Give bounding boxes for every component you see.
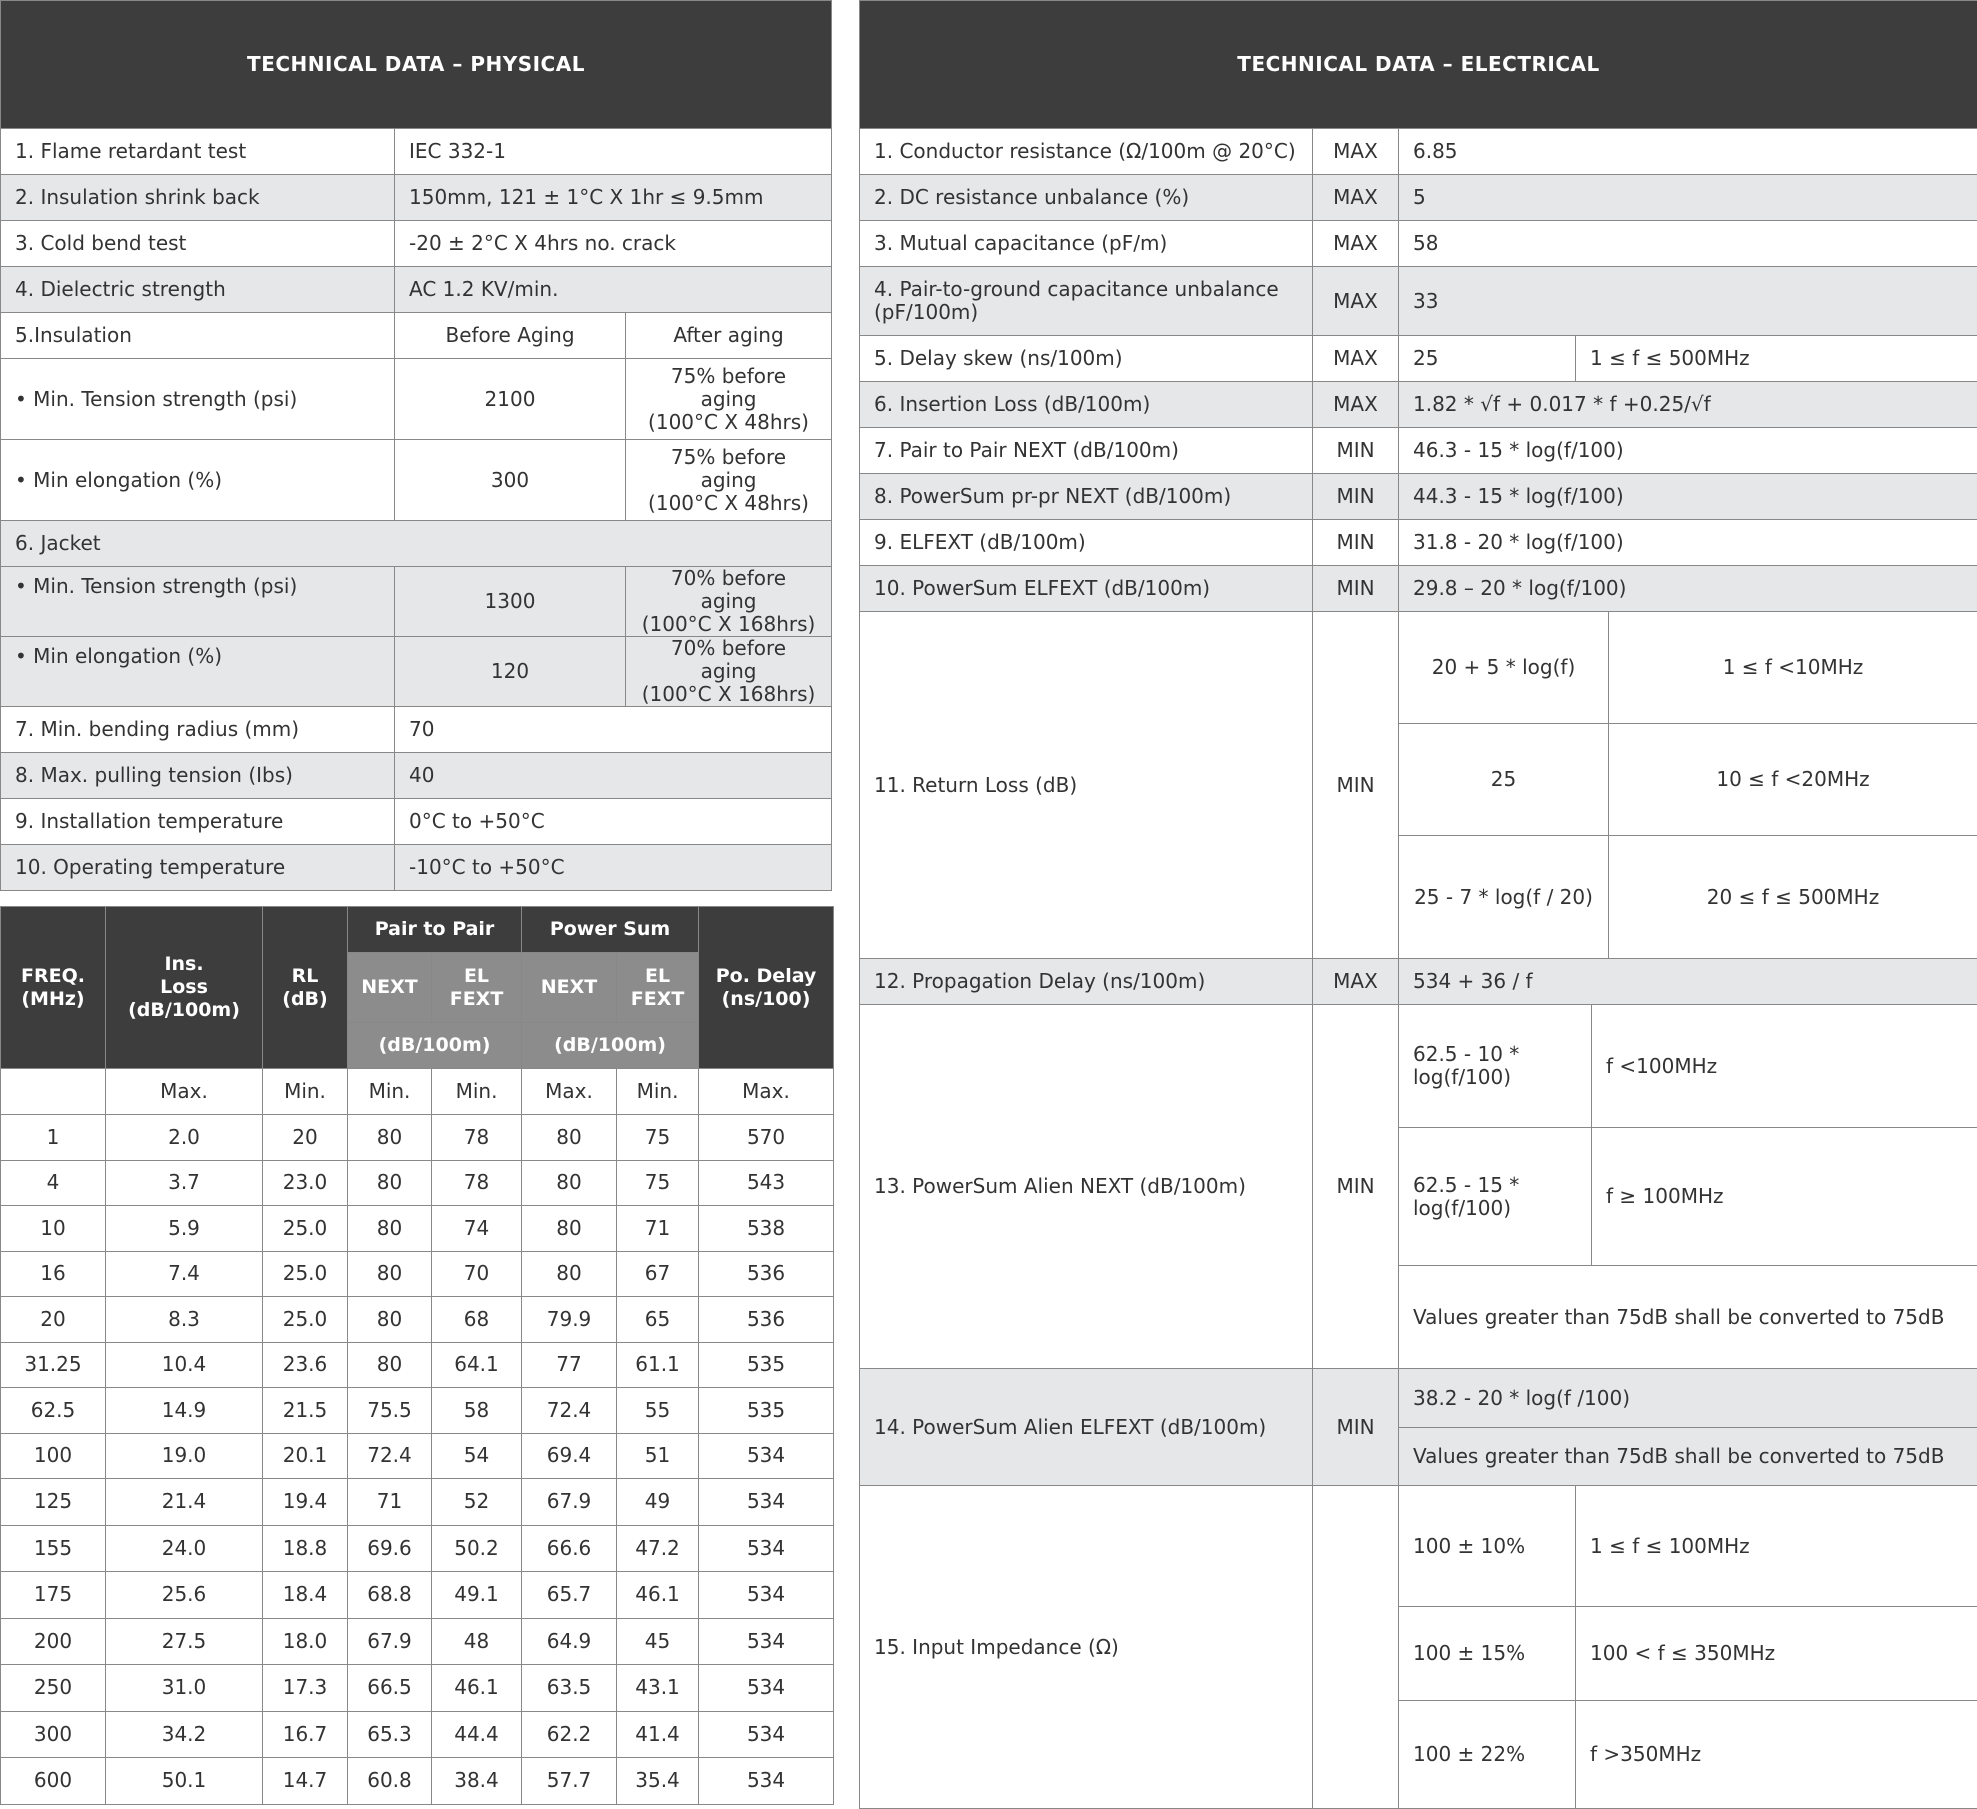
freq-cell: 80 bbox=[522, 1115, 617, 1161]
freq-cell: 68.8 bbox=[348, 1572, 432, 1619]
freq-cell: 534 bbox=[699, 1572, 834, 1619]
freq-cell: 250 bbox=[1, 1665, 106, 1712]
rl-header bbox=[263, 907, 348, 1069]
freq-cell: 69.4 bbox=[522, 1433, 617, 1479]
freq-cell: 68 bbox=[432, 1297, 522, 1343]
insulation-label: 5.Insulation bbox=[1, 313, 395, 359]
rl-header-line: (dB) bbox=[282, 988, 327, 1010]
freq-cell: 67.9 bbox=[348, 1618, 432, 1665]
impedance-value: 100 ± 10% bbox=[1399, 1486, 1576, 1607]
limit-type: MAX bbox=[1313, 382, 1399, 428]
freq-cell: 78 bbox=[432, 1115, 522, 1161]
physical-label: 4. Dielectric strength bbox=[1, 267, 395, 313]
table-row bbox=[1, 1758, 834, 1805]
freq-cell: Min. bbox=[263, 1069, 348, 1115]
freq-cell: 64.9 bbox=[522, 1618, 617, 1665]
electrical-value: 5 bbox=[1399, 175, 1977, 221]
freq-cell: 23.0 bbox=[263, 1160, 348, 1206]
freq-cell: 17.3 bbox=[263, 1665, 348, 1712]
physical-value: 150mm, 121 ± 1°C X 1hr ≤ 9.5mm bbox=[395, 175, 832, 221]
physical-value: 70 bbox=[395, 707, 832, 753]
freq-cell: 534 bbox=[699, 1711, 834, 1758]
freq-cell: 80 bbox=[348, 1342, 432, 1388]
frequency-range: 20 ≤ f ≤ 500MHz bbox=[1609, 836, 1977, 959]
rl-header-line: RL bbox=[292, 965, 319, 987]
freq-cell: 16 bbox=[1, 1251, 106, 1297]
physical-label: 8. Max. pulling tension (Ibs) bbox=[1, 753, 395, 799]
freq-cell: Max. bbox=[522, 1069, 617, 1115]
freq-cell: 34.2 bbox=[106, 1711, 263, 1758]
freq-cell: 536 bbox=[699, 1297, 834, 1343]
table-row bbox=[1, 1665, 834, 1712]
frequency-range: 1 ≤ f <10MHz bbox=[1609, 612, 1977, 724]
freq-cell: 535 bbox=[699, 1388, 834, 1434]
elfext-line: FEXT bbox=[450, 988, 504, 1010]
freq-cell: 18.4 bbox=[263, 1572, 348, 1619]
ins-header-line: Loss bbox=[160, 976, 208, 998]
limit-type: MAX bbox=[1313, 267, 1399, 336]
freq-cell: 534 bbox=[699, 1525, 834, 1572]
electrical-label: 13. PowerSum Alien NEXT (dB/100m) bbox=[860, 1005, 1313, 1369]
physical-label: 1. Flame retardant test bbox=[1, 129, 395, 175]
after-line: (100°C X 168hrs) bbox=[642, 612, 816, 636]
freq-cell: 75 bbox=[617, 1115, 699, 1161]
freq-cell: 46.1 bbox=[617, 1572, 699, 1619]
table-row bbox=[1, 1115, 834, 1161]
limit-type: MAX bbox=[1313, 175, 1399, 221]
freq-cell: 47.2 bbox=[617, 1525, 699, 1572]
electrical-value: 31.8 - 20 * log(f/100) bbox=[1399, 520, 1977, 566]
label-line: (pF/100m) bbox=[874, 300, 978, 324]
insulation-row-label: • Min. Tension strength (psi) bbox=[1, 359, 395, 440]
freq-cell: 66.5 bbox=[348, 1665, 432, 1712]
limit-type: MIN bbox=[1313, 428, 1399, 474]
table-row bbox=[1, 1251, 834, 1297]
conversion-note: Values greater than 75dB shall be converted to 75dB bbox=[1399, 1428, 1977, 1486]
electrical-label bbox=[860, 267, 1313, 336]
after-line: (100°C X 48hrs) bbox=[648, 491, 809, 515]
freq-cell: 535 bbox=[699, 1342, 834, 1388]
electrical-value: 58 bbox=[1399, 221, 1977, 267]
table-row bbox=[1, 1206, 834, 1252]
freq-cell: 51 bbox=[617, 1433, 699, 1479]
freq-cell: 20 bbox=[263, 1115, 348, 1161]
freq-cell: 534 bbox=[699, 1758, 834, 1805]
electrical-label: 8. PowerSum pr-pr NEXT (dB/100m) bbox=[860, 474, 1313, 520]
electrical-value: 1.82 * √f + 0.017 * f +0.25/√f bbox=[1399, 382, 1977, 428]
after-line: (100°C X 168hrs) bbox=[642, 682, 816, 706]
frequency-range: f ≥ 100MHz bbox=[1592, 1128, 1977, 1266]
physical-value: AC 1.2 KV/min. bbox=[395, 267, 832, 313]
freq-cell: 67.9 bbox=[522, 1479, 617, 1526]
freq-cell: 57.7 bbox=[522, 1758, 617, 1805]
limit-type: MIN bbox=[1313, 566, 1399, 612]
freq-cell: 10 bbox=[1, 1206, 106, 1252]
freq-cell: 65 bbox=[617, 1297, 699, 1343]
freq-cell: 71 bbox=[348, 1479, 432, 1526]
freq-cell: 14.9 bbox=[106, 1388, 263, 1434]
frequency-range: 100 < f ≤ 350MHz bbox=[1576, 1607, 1977, 1701]
limit-type: MAX bbox=[1313, 959, 1399, 1005]
freq-cell: 125 bbox=[1, 1479, 106, 1526]
freq-cell: 23.6 bbox=[263, 1342, 348, 1388]
freq-cell: 69.6 bbox=[348, 1525, 432, 1572]
freq-cell: 55 bbox=[617, 1388, 699, 1434]
freq-cell: 50.1 bbox=[106, 1758, 263, 1805]
electrical-label: 6. Insertion Loss (dB/100m) bbox=[860, 382, 1313, 428]
insulation-after bbox=[626, 359, 832, 440]
return-loss-formula: 25 - 7 * log(f / 20) bbox=[1399, 836, 1609, 959]
freq-cell: 31.25 bbox=[1, 1342, 106, 1388]
freq-cell: 72.4 bbox=[348, 1433, 432, 1479]
freq-cell: 8.3 bbox=[106, 1297, 263, 1343]
delay-header bbox=[699, 907, 834, 1069]
freq-cell: 66.6 bbox=[522, 1525, 617, 1572]
jacket-after bbox=[626, 567, 832, 637]
freq-cell: 65.3 bbox=[348, 1711, 432, 1758]
physical-value: -20 ± 2°C X 4hrs no. crack bbox=[395, 221, 832, 267]
electrical-value: 46.3 - 15 * log(f/100) bbox=[1399, 428, 1977, 474]
freq-cell: 62.5 bbox=[1, 1388, 106, 1434]
freq-cell: 534 bbox=[699, 1618, 834, 1665]
freq-cell: 18.8 bbox=[263, 1525, 348, 1572]
freq-cell: 43.1 bbox=[617, 1665, 699, 1712]
freq-cell: 48 bbox=[432, 1618, 522, 1665]
table-row bbox=[1, 1160, 834, 1206]
freq-cell: 80 bbox=[522, 1206, 617, 1252]
freq-cell: 570 bbox=[699, 1115, 834, 1161]
after-line: 75% before aging bbox=[671, 364, 786, 411]
freq-cell bbox=[1, 1069, 106, 1115]
electrical-label: 2. DC resistance unbalance (%) bbox=[860, 175, 1313, 221]
pair-to-pair-header: Pair to Pair bbox=[348, 907, 522, 953]
freq-cell: 543 bbox=[699, 1160, 834, 1206]
jacket-row-label: • Min elongation (%) bbox=[1, 637, 395, 707]
freq-cell: 536 bbox=[699, 1251, 834, 1297]
limit-type: MIN bbox=[1313, 1005, 1399, 1369]
freq-cell: 79.9 bbox=[522, 1297, 617, 1343]
physical-label: 9. Installation temperature bbox=[1, 799, 395, 845]
freq-cell: 62.2 bbox=[522, 1711, 617, 1758]
electrical-label: 14. PowerSum Alien ELFEXT (dB/100m) bbox=[860, 1369, 1313, 1486]
after-line: 70% before aging bbox=[671, 637, 786, 684]
electrical-value: 6.85 bbox=[1399, 129, 1977, 175]
freq-cell: 72.4 bbox=[522, 1388, 617, 1434]
freq-cell: 300 bbox=[1, 1711, 106, 1758]
table-row bbox=[1, 1388, 834, 1434]
electrical-label: 7. Pair to Pair NEXT (dB/100m) bbox=[860, 428, 1313, 474]
physical-label: 2. Insulation shrink back bbox=[1, 175, 395, 221]
table-row bbox=[1, 1479, 834, 1526]
freq-cell: 155 bbox=[1, 1525, 106, 1572]
elfext-header bbox=[617, 953, 699, 1023]
unit-header: (dB/100m) bbox=[522, 1023, 699, 1069]
frequency-range: 10 ≤ f <20MHz bbox=[1609, 724, 1977, 836]
freq-cell: Max. bbox=[106, 1069, 263, 1115]
limit-type: MIN bbox=[1313, 474, 1399, 520]
freq-cell: 45 bbox=[617, 1618, 699, 1665]
table-row bbox=[1, 1618, 834, 1665]
freq-cell: 25.0 bbox=[263, 1251, 348, 1297]
freq-cell: Min. bbox=[432, 1069, 522, 1115]
alien-elfext-formula: 38.2 - 20 * log(f /100) bbox=[1399, 1369, 1977, 1428]
electrical-label: 3. Mutual capacitance (pF/m) bbox=[860, 221, 1313, 267]
freq-cell: 75 bbox=[617, 1160, 699, 1206]
freq-cell: 49 bbox=[617, 1479, 699, 1526]
return-loss-formula: 20 + 5 * log(f) bbox=[1399, 612, 1609, 724]
electrical-value: 29.8 – 20 * log(f/100) bbox=[1399, 566, 1977, 612]
alien-next-formula: 62.5 - 15 * log(f/100) bbox=[1399, 1128, 1592, 1266]
freq-cell: 78 bbox=[432, 1160, 522, 1206]
physical-value: IEC 332-1 bbox=[395, 129, 832, 175]
before-aging-header: Before Aging bbox=[395, 313, 626, 359]
next-header: NEXT bbox=[348, 953, 432, 1023]
limit-type: MIN bbox=[1313, 1369, 1399, 1486]
electrical-data-table bbox=[859, 0, 1977, 1809]
electrical-label: 15. Input Impedance (Ω) bbox=[860, 1486, 1313, 1809]
physical-value: -10°C to +50°C bbox=[395, 845, 832, 891]
freq-cell: 70 bbox=[432, 1251, 522, 1297]
freq-cell: 49.1 bbox=[432, 1572, 522, 1619]
freq-cell: 21.5 bbox=[263, 1388, 348, 1434]
impedance-value: 100 ± 22% bbox=[1399, 1701, 1576, 1809]
freq-cell: 61.1 bbox=[617, 1342, 699, 1388]
jacket-after bbox=[626, 637, 832, 707]
next-header: NEXT bbox=[522, 953, 617, 1023]
unit-header: (dB/100m) bbox=[348, 1023, 522, 1069]
after-line: 75% before aging bbox=[671, 445, 786, 492]
freq-cell: 77 bbox=[522, 1342, 617, 1388]
return-loss-formula: 25 bbox=[1399, 724, 1609, 836]
insulation-row-label: • Min elongation (%) bbox=[1, 440, 395, 521]
table-row bbox=[1, 1297, 834, 1343]
freq-cell: 5.9 bbox=[106, 1206, 263, 1252]
freq-cell: Min. bbox=[348, 1069, 432, 1115]
freq-cell: 65.7 bbox=[522, 1572, 617, 1619]
freq-cell: 80 bbox=[348, 1251, 432, 1297]
limit-type: MIN bbox=[1313, 612, 1399, 959]
freq-cell: 18.0 bbox=[263, 1618, 348, 1665]
freq-cell: 534 bbox=[699, 1479, 834, 1526]
insulation-after bbox=[626, 440, 832, 521]
freq-cell: 3.7 bbox=[106, 1160, 263, 1206]
freq-cell: Max. bbox=[699, 1069, 834, 1115]
freq-cell: 44.4 bbox=[432, 1711, 522, 1758]
electrical-title: TECHNICAL DATA – ELECTRICAL bbox=[860, 1, 1977, 129]
label-line: 4. Pair-to-ground capacitance unbalance bbox=[874, 277, 1279, 301]
electrical-value: 25 bbox=[1399, 336, 1576, 382]
freq-cell: 600 bbox=[1, 1758, 106, 1805]
after-aging-header: After aging bbox=[626, 313, 832, 359]
freq-cell: 24.0 bbox=[106, 1525, 263, 1572]
physical-title: TECHNICAL DATA – PHYSICAL bbox=[1, 1, 832, 129]
freq-cell: 25.6 bbox=[106, 1572, 263, 1619]
freq-cell: 4 bbox=[1, 1160, 106, 1206]
limit-row bbox=[1, 1069, 834, 1115]
freq-cell: 38.4 bbox=[432, 1758, 522, 1805]
impedance-value: 100 ± 15% bbox=[1399, 1607, 1576, 1701]
alien-next-formula: 62.5 - 10 * log(f/100) bbox=[1399, 1005, 1592, 1128]
freq-header bbox=[1, 907, 106, 1069]
electrical-label: 1. Conductor resistance (Ω/100m @ 20°C) bbox=[860, 129, 1313, 175]
table-row bbox=[1, 1525, 834, 1572]
freq-cell: 175 bbox=[1, 1572, 106, 1619]
table-row bbox=[1, 1342, 834, 1388]
freq-cell: 50.2 bbox=[432, 1525, 522, 1572]
frequency-table bbox=[0, 906, 833, 1805]
ins-header-line: (dB/100m) bbox=[128, 999, 240, 1021]
physical-label: 7. Min. bending radius (mm) bbox=[1, 707, 395, 753]
jacket-label: 6. Jacket bbox=[1, 521, 832, 567]
freq-cell: 20 bbox=[1, 1297, 106, 1343]
freq-cell: 10.4 bbox=[106, 1342, 263, 1388]
freq-cell: 80 bbox=[522, 1251, 617, 1297]
limit-type bbox=[1313, 1486, 1399, 1809]
jacket-before: 120 bbox=[395, 637, 626, 707]
delay-header-line: (ns/100) bbox=[722, 988, 811, 1010]
ins-header-line: Ins. bbox=[164, 953, 203, 975]
electrical-value: 534 + 36 / f bbox=[1399, 959, 1977, 1005]
jacket-row-label: • Min. Tension strength (psi) bbox=[1, 567, 395, 637]
electrical-label: 12. Propagation Delay (ns/100m) bbox=[860, 959, 1313, 1005]
elfext-line: EL bbox=[464, 965, 489, 987]
freq-cell: 31.0 bbox=[106, 1665, 263, 1712]
physical-data-table bbox=[0, 0, 831, 891]
physical-label: 3. Cold bend test bbox=[1, 221, 395, 267]
freq-cell: 534 bbox=[699, 1433, 834, 1479]
freq-cell: 25.0 bbox=[263, 1297, 348, 1343]
freq-cell: 538 bbox=[699, 1206, 834, 1252]
delay-header-line: Po. Delay bbox=[716, 965, 817, 987]
freq-cell: 200 bbox=[1, 1618, 106, 1665]
freq-cell: 19.0 bbox=[106, 1433, 263, 1479]
freq-cell: 71 bbox=[617, 1206, 699, 1252]
table-row bbox=[1, 1433, 834, 1479]
freq-cell: 67 bbox=[617, 1251, 699, 1297]
electrical-label: 9. ELFEXT (dB/100m) bbox=[860, 520, 1313, 566]
frequency-range: f <100MHz bbox=[1592, 1005, 1977, 1128]
frequency-range: f >350MHz bbox=[1576, 1701, 1977, 1809]
physical-label: 10. Operating temperature bbox=[1, 845, 395, 891]
after-line: (100°C X 48hrs) bbox=[648, 410, 809, 434]
freq-header-line: FREQ. bbox=[21, 965, 85, 987]
limit-type: MAX bbox=[1313, 129, 1399, 175]
limit-type: MIN bbox=[1313, 520, 1399, 566]
power-sum-header: Power Sum bbox=[522, 907, 699, 953]
electrical-value: 44.3 - 15 * log(f/100) bbox=[1399, 474, 1977, 520]
electrical-label: 11. Return Loss (dB) bbox=[860, 612, 1313, 959]
freq-cell: 19.4 bbox=[263, 1479, 348, 1526]
freq-cell: 25.0 bbox=[263, 1206, 348, 1252]
jacket-before: 1300 bbox=[395, 567, 626, 637]
frequency-range: 1 ≤ f ≤ 500MHz bbox=[1576, 336, 1977, 382]
electrical-label: 10. PowerSum ELFEXT (dB/100m) bbox=[860, 566, 1313, 612]
freq-cell: 80 bbox=[522, 1160, 617, 1206]
insulation-before: 300 bbox=[395, 440, 626, 521]
table-row bbox=[1, 1711, 834, 1758]
elfext-line: EL bbox=[645, 965, 670, 987]
insulation-before: 2100 bbox=[395, 359, 626, 440]
freq-cell: 80 bbox=[348, 1115, 432, 1161]
ins-loss-header bbox=[106, 907, 263, 1069]
freq-header-line: (MHz) bbox=[21, 988, 84, 1010]
elfext-line: FEXT bbox=[631, 988, 685, 1010]
electrical-value: 33 bbox=[1399, 267, 1977, 336]
limit-type: MAX bbox=[1313, 221, 1399, 267]
freq-cell: 35.4 bbox=[617, 1758, 699, 1805]
freq-cell: 46.1 bbox=[432, 1665, 522, 1712]
freq-cell: 27.5 bbox=[106, 1618, 263, 1665]
freq-cell: 63.5 bbox=[522, 1665, 617, 1712]
freq-cell: 54 bbox=[432, 1433, 522, 1479]
freq-cell: 14.7 bbox=[263, 1758, 348, 1805]
after-line: 70% before aging bbox=[671, 567, 786, 614]
table-row bbox=[1, 1572, 834, 1619]
freq-cell: 75.5 bbox=[348, 1388, 432, 1434]
physical-value: 0°C to +50°C bbox=[395, 799, 832, 845]
freq-cell: 74 bbox=[432, 1206, 522, 1252]
freq-cell: 1 bbox=[1, 1115, 106, 1161]
freq-cell: 80 bbox=[348, 1206, 432, 1252]
freq-cell: 534 bbox=[699, 1665, 834, 1712]
freq-cell: 16.7 bbox=[263, 1711, 348, 1758]
freq-cell: 7.4 bbox=[106, 1251, 263, 1297]
elfext-header bbox=[432, 953, 522, 1023]
freq-cell: 21.4 bbox=[106, 1479, 263, 1526]
freq-cell: 20.1 bbox=[263, 1433, 348, 1479]
freq-cell: 80 bbox=[348, 1297, 432, 1343]
freq-cell: 58 bbox=[432, 1388, 522, 1434]
freq-cell: 80 bbox=[348, 1160, 432, 1206]
freq-cell: 41.4 bbox=[617, 1711, 699, 1758]
conversion-note: Values greater than 75dB shall be converted to 75dB bbox=[1399, 1266, 1977, 1369]
limit-type: MAX bbox=[1313, 336, 1399, 382]
freq-cell: 100 bbox=[1, 1433, 106, 1479]
frequency-range: 1 ≤ f ≤ 100MHz bbox=[1576, 1486, 1977, 1607]
physical-value: 40 bbox=[395, 753, 832, 799]
freq-cell: 52 bbox=[432, 1479, 522, 1526]
electrical-label: 5. Delay skew (ns/100m) bbox=[860, 336, 1313, 382]
freq-cell: Min. bbox=[617, 1069, 699, 1115]
freq-cell: 2.0 bbox=[106, 1115, 263, 1161]
freq-cell: 64.1 bbox=[432, 1342, 522, 1388]
freq-cell: 60.8 bbox=[348, 1758, 432, 1805]
